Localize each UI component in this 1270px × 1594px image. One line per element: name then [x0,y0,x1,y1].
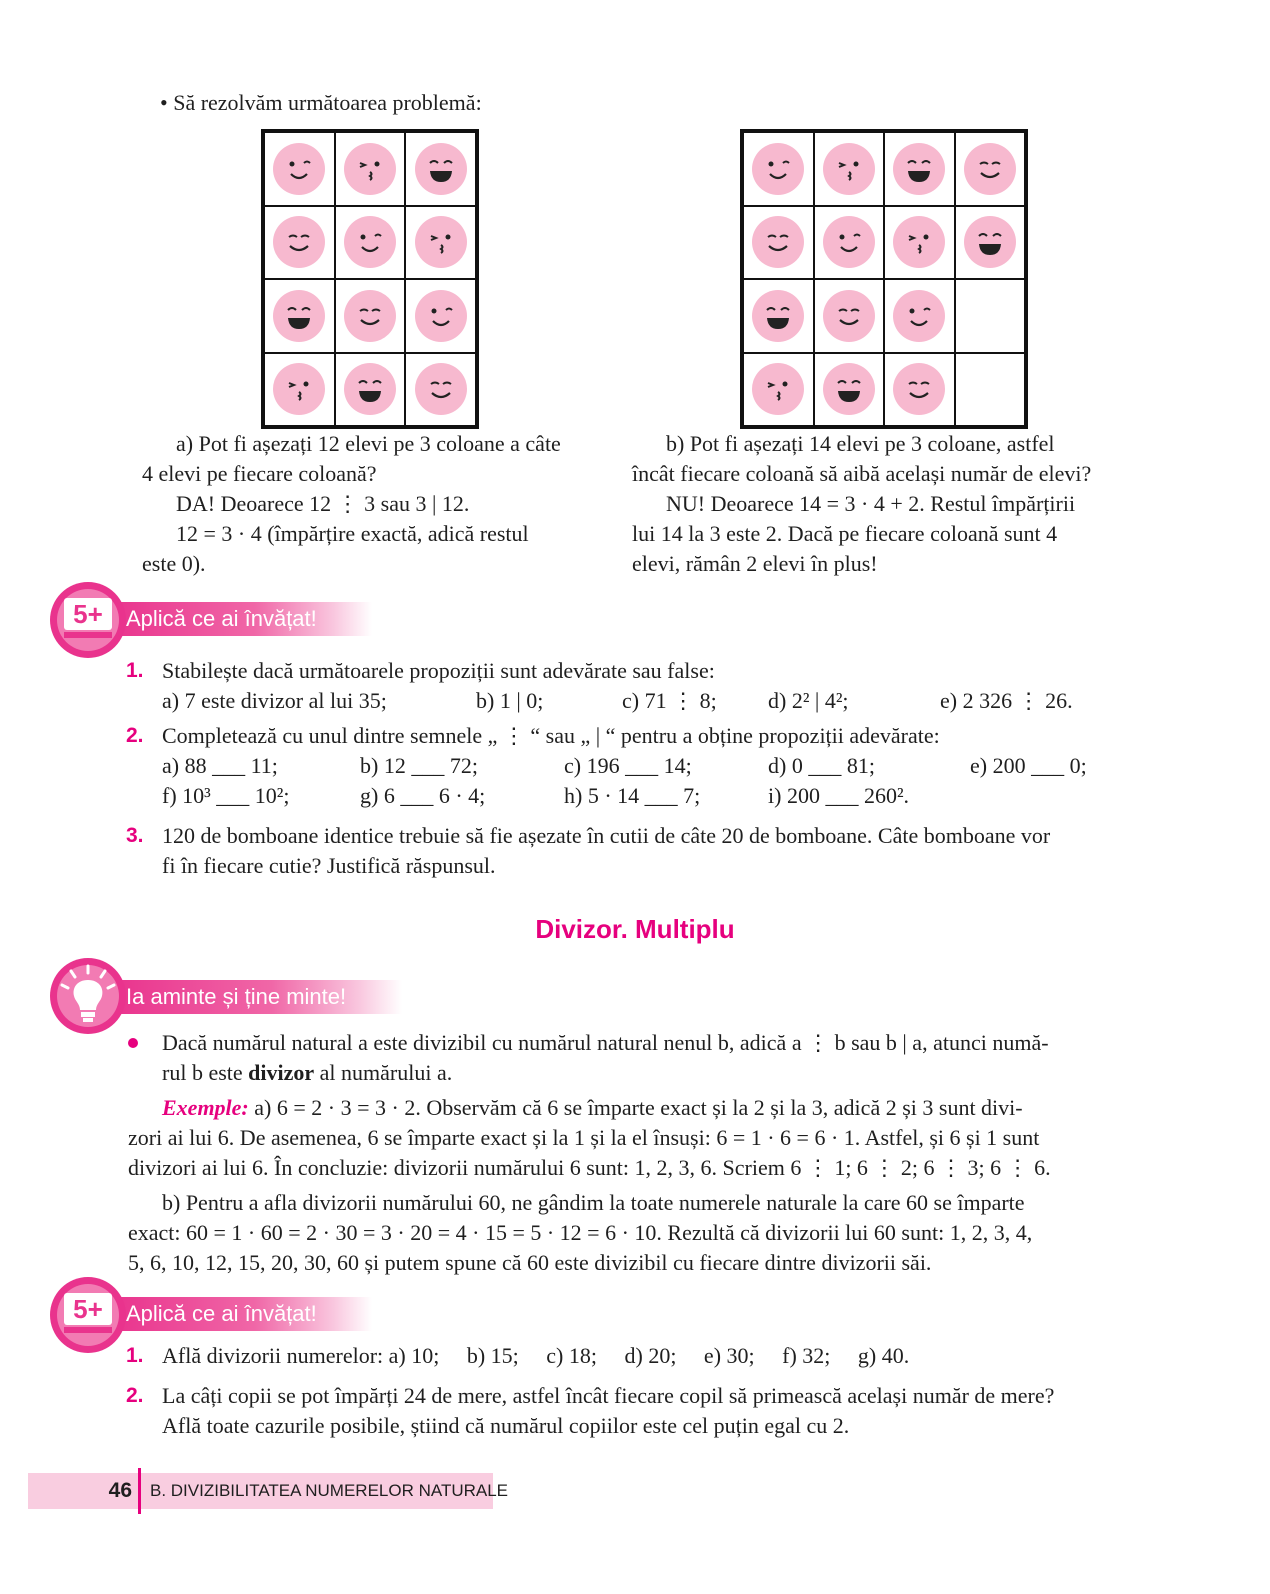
grid-cell [264,132,335,206]
grid-cell [955,206,1026,280]
smiley-icon [415,363,467,415]
smiley-icon [752,290,804,342]
case-b-answer-2: lui 14 la 3 este 2. Dacă pe fiecare coloană sunt 4 [632,521,1058,546]
smiley-icon [893,363,945,415]
section-title: Divizor. Multiplu [535,914,735,944]
grid-cell [405,353,476,427]
case-b-text [632,429,1134,579]
exercise-1-item: d) 2² | 4²; [768,688,849,713]
exercise-2-item: d) 0 ___ 81; [768,753,875,778]
grid-cell [405,279,476,353]
grid-cell [335,132,406,206]
smiley-icon [344,363,396,415]
exercise-1-number: 1. [126,659,144,682]
remember-banner [112,980,402,1014]
smiley-icon [823,143,875,195]
exercise-2-item: h) 5 · 14 ___ 7; [564,783,701,808]
definition-term: divizor [248,1060,315,1085]
grid-cell [884,132,955,206]
smiley-icon [893,143,945,195]
smiley-icon [344,216,396,268]
exercise-3-number: 3. [126,824,144,847]
exercise-2-item: i) 200 ___ 260². [768,783,910,808]
exercise-2-item: b) 12 ___ 72; [360,753,478,778]
smiley-icon [415,216,467,268]
apply-badge-icon [50,582,126,658]
exercise-1-text: Stabilește dacă următoarele propoziții sunt adevărate sau false: [162,658,715,683]
exercise-2-item: f) 10³ ___ 10²; [162,783,290,808]
grid-cell [814,206,885,280]
grid-cell [814,353,885,427]
definition-line-2-pre: rul b este [162,1060,249,1085]
smiley-icon [415,290,467,342]
exercise-2-item: a) 88 ___ 11; [162,753,278,778]
exercise-2-2-line-2: Află toate cazurile posibile, știind că numărul copiilor este cel puțin egal cu 2. [162,1413,850,1438]
case-a-answer-1: DA! Deoarece 12 ⋮ 3 sau 3 | 12. [176,491,470,516]
grid-cell [335,353,406,427]
remember-banner-title: Ia aminte și ține minte! [126,984,347,1009]
grid-cell [743,132,814,206]
exercise-3-line-1: 120 de bomboane identice trebuie să fie așezate în cutii de câte 20 de bomboane. Câte bomboane vor [162,823,1051,848]
definition-bullet [128,1038,138,1048]
grid-cell [955,132,1026,206]
apply-badge-label: 5+ [64,598,112,630]
exercise-1-item: a) 7 este divizor al lui 35; [162,688,387,713]
smiley-icon [344,290,396,342]
grid-cell [743,206,814,280]
smiley-icon [752,363,804,415]
smiley-icon [964,216,1016,268]
exercise-2-2-line-1: La câți copii se pot împărți 24 de mere, astfel încât fiecare copil să primească același număr de mere? [162,1383,1055,1408]
smiley-icon [752,143,804,195]
exercise-1-item: c) 71 ⋮ 8; [622,688,717,713]
exercise-3-line-2: fi în fiecare cutie? Justifică răspunsul. [162,853,496,878]
grid-cell [743,353,814,427]
smiley-icon [273,363,325,415]
grid-cell [814,132,885,206]
case-a-question-2: 4 elevi pe fiecare coloană? [142,461,377,486]
examples-line-1 [162,1093,1023,1123]
exercise-2-2-number: 2. [126,1384,144,1407]
apply-badge-label: 5+ [64,1293,112,1325]
exercise-2-number: 2. [126,724,144,747]
exercise-2-item: g) 6 ___ 6 · 4; [360,783,486,808]
grid-cell [264,279,335,353]
exercise-1-item: b) 1 | 0; [476,688,544,713]
smiley-icon [273,143,325,195]
apply-banner-2 [112,1297,372,1331]
smiley-icon [344,143,396,195]
example-b-line-2: exact: 60 = 1 · 60 = 2 · 30 = 3 · 20 = 4 · 15 = 5 · 12 = 6 · 10. Rezultă că divizorii lui 60 sunt: 1, 2, 3, 4, [128,1220,1033,1245]
footer-divider [138,1468,141,1514]
exercise-2-item: c) 196 ___ 14; [564,753,692,778]
smiley-icon [823,363,875,415]
exercise-2-item: e) 200 ___ 0; [970,753,1087,778]
grid-cell [884,279,955,353]
example-b-line-3: 5, 6, 10, 12, 15, 20, 30, 60 și putem spune că 60 este divizibil cu fiecare dintre divizorii săi. [128,1250,932,1275]
apply-banner-title: Aplică ce ai învățat! [126,1301,317,1326]
definition-line-2 [162,1058,452,1088]
case-b-answer-3: elevi, rămân 2 elevi în plus! [632,551,878,576]
case-a-answer-3: este 0). [142,551,206,576]
exercise-2-text: Completează cu unul dintre semnele „ ⋮ “ sau „ | “ pentru a obține propoziții adevărate: [162,723,940,748]
emoji-grid-a [261,129,479,429]
apply-badge-icon [50,1277,126,1353]
intro-line: • Să rezolvăm următoarea problemă: [160,90,482,115]
examples-label: Exemple: [162,1095,249,1120]
apply-banner-1 [112,602,372,636]
example-a-line-2: zori ai lui 6. De asemenea, 6 se împarte exact și la 1 și la el însuși: 6 = 1 · 6 = 6 · 1. Astfel, și 6 și 1 sunt [128,1125,1040,1150]
grid-cell [743,279,814,353]
definition-line-1: Dacă numărul natural a este divizibil cu numărul natural nenul b, adică a ⋮ b sau b | a, atunci numă- [162,1030,1049,1055]
case-b-answer-1: NU! Deoarece 14 = 3 · 4 + 2. Restul împărțirii [666,491,1076,516]
exercise-1-item: e) 2 326 ⋮ 26. [940,688,1073,713]
apply-banner-title: Aplică ce ai învățat! [126,606,317,631]
grid-cell [405,206,476,280]
page-number: 46 [108,1479,132,1502]
smiley-icon [273,216,325,268]
exercise-2-1-number: 1. [126,1344,144,1367]
grid-cell [335,206,406,280]
smiley-icon [415,143,467,195]
grid-cell [335,279,406,353]
exercise-2-1-text: Află divizorii numerelor: a) 10; b) 15; c) 18; d) 20; e) 30; f) 32; g) 40. [162,1343,910,1368]
smiley-icon [893,290,945,342]
smiley-icon [893,216,945,268]
grid-cell [884,353,955,427]
case-a-answer-2: 12 = 3 · 4 (împărțire exactă, adică restul [176,521,529,546]
case-a-question-1: a) Pot fi așezați 12 elevi pe 3 coloane a câte [176,431,561,456]
smiley-icon [964,143,1016,195]
grid-cell [814,279,885,353]
chapter-title: B. DIVIZIBILITATEA NUMERELOR NATURALE [150,1481,509,1500]
definition-line-2-post: al numărului a. [314,1060,453,1085]
example-a-line-1: a) 6 = 2 · 3 = 3 · 2. Observăm că 6 se împarte exact și la 2 și la 3, adică 2 și 3 sunt divi- [248,1095,1023,1120]
example-b-line-1: b) Pentru a afla divizorii numărului 60, ne gândim la toate numerele naturale la care 60 se împarte [162,1190,1025,1215]
case-b-question-2: încât fiecare coloană să aibă același număr de elevi? [632,461,1092,486]
example-a-line-3: divizori ai lui 6. În concluzie: divizorii numărului 6 sunt: 1, 2, 3, 6. Scriem 6 ⋮ 1; 6 ⋮ 2; 6 ⋮ 3; 6 ⋮ 6. [128,1155,1051,1180]
grid-cell [264,206,335,280]
grid-cell [955,353,1026,427]
grid-cell [955,279,1026,353]
smiley-icon [752,216,804,268]
case-a-text [142,429,592,579]
case-b-question-1: b) Pot fi așezați 14 elevi pe 3 coloane, astfel [666,431,1055,456]
smiley-icon [823,290,875,342]
grid-cell [264,353,335,427]
emoji-grid-b [740,129,1028,429]
lightbulb-icon [50,958,126,1034]
grid-cell [405,132,476,206]
smiley-icon [273,290,325,342]
smiley-icon [823,216,875,268]
grid-cell [884,206,955,280]
